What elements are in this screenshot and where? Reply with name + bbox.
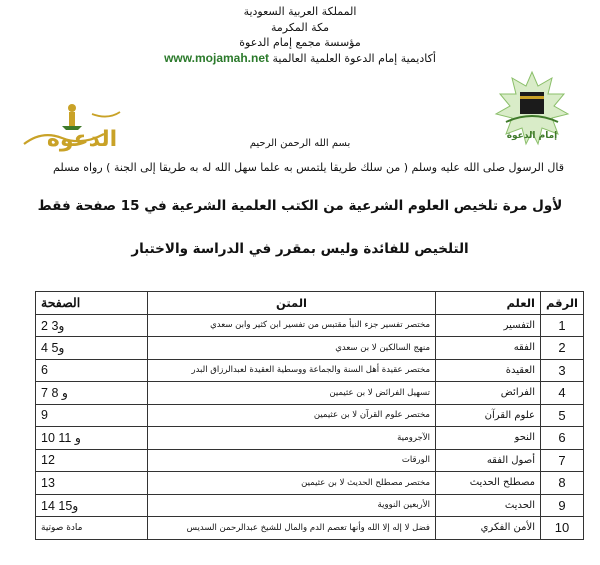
foundation-name: مؤسسة مجمع إمام الدعوة [239,36,361,49]
row-number: 5 [541,404,584,427]
row-page: 9 [36,404,148,427]
table-row [36,449,584,472]
summary-table [35,291,584,540]
row-number: 10 [541,517,584,540]
row-text: الأربعين النووية [148,494,436,517]
city-name: مكة المكرمة [270,20,330,34]
row-subject: الفقه [436,337,541,360]
row-number: 7 [541,449,584,472]
row-subject: التفسير [436,314,541,337]
table-header-row [36,292,584,315]
row-text: الآجرومية [148,427,436,450]
row-number: 3 [541,359,584,382]
column-header-subject: العلم [436,292,541,315]
column-header-page: الصفحة [36,292,148,315]
right-logo-text: إمام الدعوة [506,131,558,141]
row-text: مختصر علوم القرآن لا بن عثيمين [148,404,436,427]
row-subject: الفرائض [436,382,541,405]
basmala: بسم الله الرحمن الرحيم [249,138,351,149]
row-number: 1 [541,314,584,337]
row-number: 6 [541,427,584,450]
row-page: 14 و15 [36,494,148,517]
table-row [36,472,584,495]
country-name: المملكة العربية السعودية [243,5,357,18]
table-row [36,494,584,517]
row-number: 8 [541,472,584,495]
subtitle: التلخيص للفائدة وليس بمقرر في الدراسة والاختبار [131,241,469,257]
row-subject: النحو [436,427,541,450]
row-subject: العقيدة [436,359,541,382]
row-text: مختصر مصطلح الحديث لا بن عثيمين [148,472,436,495]
row-text: تسهيل الفرائض لا بن عثيمين [148,382,436,405]
table-row [36,382,584,405]
website-link[interactable]: www.mojamah.net [164,50,269,65]
table-row [36,427,584,450]
left-logo-text: الدعوة [46,127,118,152]
row-page: 4 و5 [36,337,148,360]
row-page: 6 [36,359,148,382]
table-row [36,404,584,427]
row-text: منهج السالكين لا بن سعدي [148,337,436,360]
row-text: مختصر تفسير جزء النبأ مقتبس من تفسير ابن كثير وابن سعدي [148,314,436,337]
row-subject: علوم القرآن [436,404,541,427]
row-page: 7 و 8 [36,382,148,405]
table-row [36,337,584,360]
hadith-quote: قال الرسول صلى الله عليه وسلم ( من سلك طريقا يلتمس به علما سهل الله له به طريقا إلى الجنة ) رواه مسلم [53,161,564,174]
row-text: مختصر عقيدة أهل السنة والجماعة ووسطية العقيدة لعبدالرزاق البدر [148,359,436,382]
academy-line [0,51,600,67]
row-page: 13 [36,472,148,495]
row-page: مادة صوتية [36,517,148,540]
row-subject: مصطلح الحديث [436,472,541,495]
academy-name: أكاديمية إمام الدعوة العلمية العالمية [272,51,436,65]
row-number: 9 [541,494,584,517]
row-text: الورقات [148,449,436,472]
table-row [36,359,584,382]
table-row [36,517,584,540]
row-number: 2 [541,337,584,360]
row-page: 10 و 11 [36,427,148,450]
row-number: 4 [541,382,584,405]
row-subject: أصول الفقه [436,449,541,472]
table-row [36,314,584,337]
row-text: فضل لا إله إلا الله وأنها تعصم الدم والمال للشيخ عبدالرحمن السديس [148,517,436,540]
row-subject: الحديث [436,494,541,517]
column-header-text: المتن [148,292,436,315]
main-title: لأول مرة تلخيص العلوم الشرعية من الكتب العلمية الشرعية في 15 صفحة فقط [37,198,563,214]
letterhead [0,4,600,66]
row-subject: الأمن الفكري [436,517,541,540]
column-header-number: الرقم [541,292,584,315]
row-page: 2 و3 [36,314,148,337]
row-page: 12 [36,449,148,472]
